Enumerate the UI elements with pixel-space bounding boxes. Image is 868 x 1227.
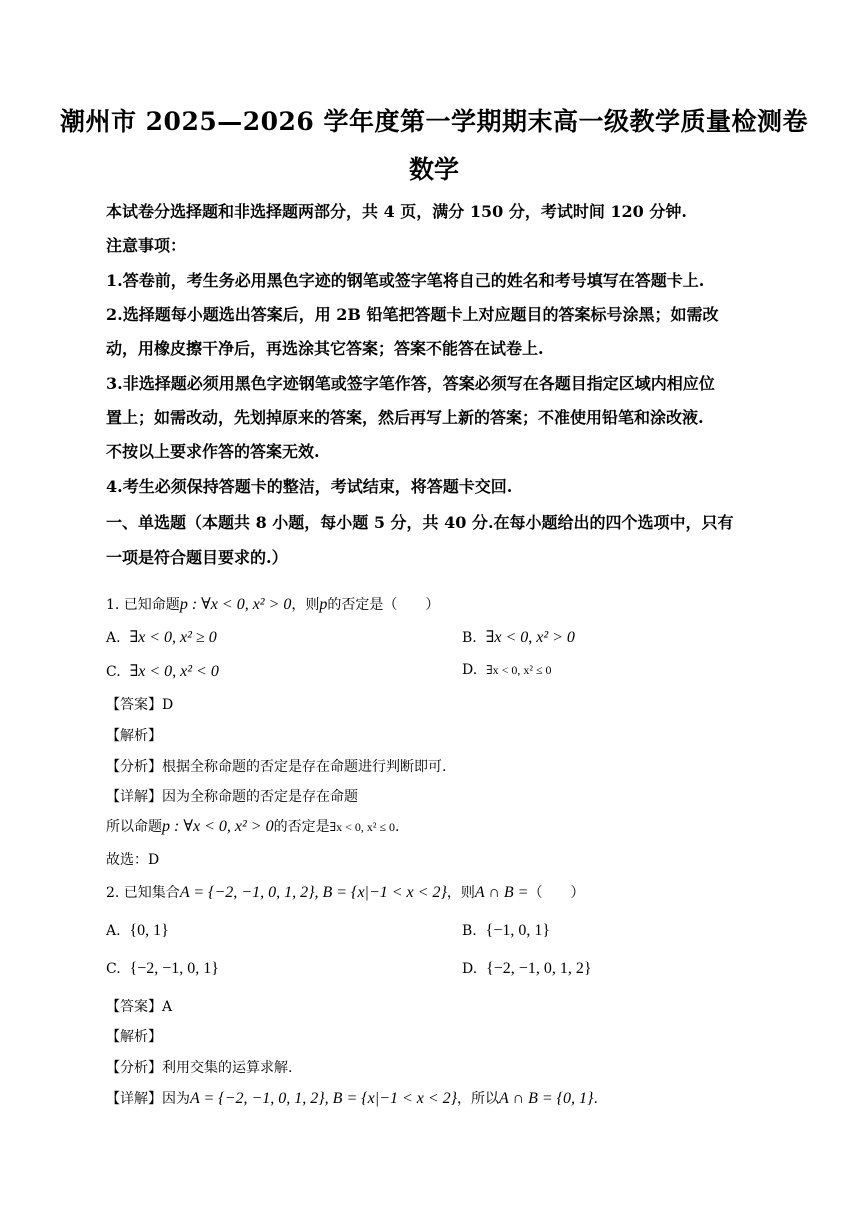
notes-heading: 注意事项： <box>106 236 187 255</box>
math-formula: A ∩ B = <box>474 884 529 901</box>
option-b: B. ∃x < 0, x² > 0 <box>462 629 575 646</box>
math-formula: A = {−2, −1, 0, 1, 2}, B = {x|−1 < x < 2} <box>190 1090 458 1107</box>
math-formula: A = {−2, −1, 0, 1, 2}, B = {x|−1 < x < 2} <box>179 884 447 901</box>
exam-intro: 本试卷分选择题和非选择题两部分，共 4 页，满分 150 分，考试时间 120 分钟. <box>106 202 687 221</box>
math-formula: A ∩ B = {0, 1} <box>499 1090 594 1107</box>
detail: 【详解】因为A = {−2, −1, 0, 1, 2}, B = {x|−1 < x < 2}，所以A ∩ B = {0, 1}. <box>106 1090 598 1107</box>
note-line: 4.考生必须保持答题卡的整洁，考试结束，将答题卡交回. <box>106 477 513 496</box>
math-formula: p : ∀x < 0, x² > 0 <box>179 596 292 613</box>
analysis: 【分析】利用交集的运算求解. <box>106 1060 293 1076</box>
option-c: C. ∃x < 0, x² < 0 <box>106 663 219 680</box>
question-2: 2. 已知集合A = {−2, −1, 0, 1, 2}, B = {x|−1 < x < 2}，则A ∩ B =（ ） <box>106 884 585 901</box>
analysis-heading: 【解析】 <box>106 1029 162 1045</box>
option-b: B. {−1, 0, 1} <box>462 922 551 939</box>
option-d: D. {−2, −1, 0, 1, 2} <box>462 960 592 977</box>
exam-title: 潮州市 2025—2026 学年度第一学期期末高一级教学质量检测卷 <box>59 107 809 136</box>
answer: 【答案】A <box>106 999 173 1015</box>
answer: 【答案】D <box>106 697 174 713</box>
math-formula: p : ∀x < 0, x² > 0 <box>162 818 274 835</box>
note-line: 动，用橡皮擦干净后，再选涂其它答案；答案不能答在试卷上. <box>106 339 544 358</box>
detail: 【详解】因为全称命题的否定是存在命题 <box>106 789 358 805</box>
exam-subject: 数学 <box>408 155 459 184</box>
math-var: p <box>319 596 328 613</box>
option-a: A. ∃x < 0, x² ≥ 0 <box>106 629 217 646</box>
analysis: 【分析】根据全称命题的否定是存在命题进行判断即可. <box>106 759 447 775</box>
analysis-heading: 【解析】 <box>106 728 162 744</box>
question-1: 1. 已知命题p : ∀x < 0, x² > 0，则p的否定是（ ） <box>106 596 440 613</box>
note-line: 3.非选择题必须用黑色字迹钢笔或签字笔作答，答案必须写在各题目指定区域内相应位 <box>106 374 715 393</box>
note-line: 1.答卷前，考生务必用黑色字迹的钢笔或签字笔将自己的姓名和考号填写在答题卡上. <box>106 271 705 290</box>
choice: 故选：D <box>106 852 160 868</box>
option-a: A. {0, 1} <box>106 922 169 939</box>
section-heading: 一、单选题（本题共 8 小题，每小题 5 分，共 40 分.在每小题给出的四个选项中，只有 <box>106 513 734 532</box>
note-line: 置上；如需改动，先划掉原来的答案，然后再写上新的答案；不准使用铅笔和涂改液. <box>106 408 704 427</box>
math-formula: ∃x < 0, x² ≤ 0 <box>329 820 396 834</box>
note-line: 不按以上要求作答的答案无效. <box>106 442 320 461</box>
note-line: 2.选择题每小题选出答案后，用 2B 铅笔把答题卡上对应题目的答案标号涂黑；如需改 <box>106 305 719 324</box>
detail-cont: 所以命题p : ∀x < 0, x² > 0的否定是∃x < 0, x² ≤ 0. <box>106 818 400 835</box>
option-c: C. {−2, −1, 0, 1} <box>106 960 219 977</box>
section-heading-cont: 一项是符合题目要求的.） <box>106 548 288 567</box>
option-d: D. ∃x < 0, x² ≤ 0 <box>462 662 552 678</box>
